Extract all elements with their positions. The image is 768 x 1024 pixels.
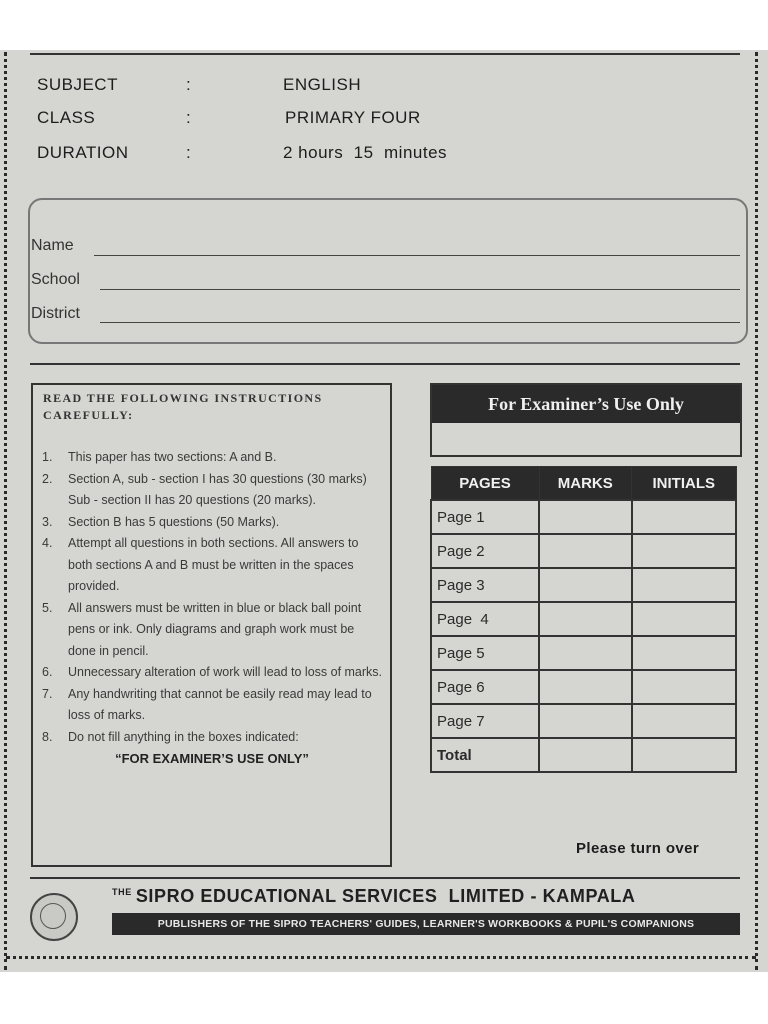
district-label: District bbox=[31, 305, 80, 322]
marks-cell[interactable] bbox=[539, 738, 632, 772]
name-label: Name bbox=[31, 237, 74, 254]
section-divider bbox=[30, 363, 740, 365]
marks-cell[interactable] bbox=[539, 704, 632, 738]
page-cell: Page 1 bbox=[431, 500, 539, 534]
initials-cell[interactable] bbox=[632, 636, 736, 670]
examiner-use-quote: “FOR EXAMINER’S USE ONLY” bbox=[115, 751, 309, 766]
marks-cell[interactable] bbox=[539, 500, 632, 534]
instruction-item bbox=[42, 598, 382, 663]
instruction-item bbox=[42, 662, 382, 684]
publisher-name bbox=[112, 886, 636, 907]
marks-cell[interactable] bbox=[539, 602, 632, 636]
marks-cell[interactable] bbox=[539, 534, 632, 568]
district-field[interactable] bbox=[100, 322, 740, 323]
item-number: 3. bbox=[42, 514, 53, 529]
table-row bbox=[431, 738, 736, 772]
dotted-border-left bbox=[4, 52, 7, 970]
item-number: 1. bbox=[42, 450, 53, 464]
publisher-the: THE bbox=[112, 887, 132, 897]
examiner-use-title: For Examiner’s Use Only bbox=[432, 385, 740, 423]
initials-cell[interactable] bbox=[632, 500, 736, 534]
initials-cell[interactable] bbox=[632, 704, 736, 738]
instructions-heading: READ THE FOLLOWING INSTRUCTIONS CAREFULLY: bbox=[43, 391, 323, 422]
subject-label: SUBJECT bbox=[37, 75, 118, 94]
name-field[interactable] bbox=[94, 255, 740, 256]
initials-cell[interactable] bbox=[632, 670, 736, 704]
item-number: 5. bbox=[42, 600, 53, 615]
initials-cell[interactable] bbox=[632, 568, 736, 602]
class-value: PRIMARY FOUR bbox=[285, 108, 421, 127]
item-text: This paper has two sections: A and B. bbox=[68, 450, 277, 464]
page-cell: Page 7 bbox=[431, 704, 539, 738]
table-row bbox=[431, 500, 736, 534]
class-colon: : bbox=[186, 108, 192, 127]
page-cell: Page 2 bbox=[431, 534, 539, 568]
dotted-border-bottom bbox=[6, 956, 756, 959]
item-number: 8. bbox=[42, 729, 53, 744]
instruction-item bbox=[42, 447, 382, 469]
initials-cell[interactable] bbox=[632, 534, 736, 568]
instruction-item bbox=[42, 727, 382, 749]
item-text: All answers must be written in blue or black ball point pens or ink. Only diagrams and graph work must be done in pencil. bbox=[68, 600, 362, 658]
examiner-use-box bbox=[430, 383, 742, 457]
initials-cell[interactable] bbox=[632, 602, 736, 636]
duration-colon: : bbox=[186, 143, 192, 162]
col-pages: PAGES bbox=[431, 467, 539, 501]
marks-cell[interactable] bbox=[539, 568, 632, 602]
please-turn-over: Please turn over bbox=[576, 840, 700, 857]
duration-value: 2 hours 15 minutes bbox=[283, 143, 448, 162]
initials-cell[interactable] bbox=[632, 738, 736, 772]
marks-table bbox=[430, 466, 737, 773]
table-row bbox=[431, 534, 736, 568]
marks-cell[interactable] bbox=[539, 670, 632, 704]
marks-cell[interactable] bbox=[539, 636, 632, 670]
instruction-item bbox=[42, 684, 382, 727]
subject-value: ENGLISH bbox=[283, 75, 362, 94]
table-row bbox=[431, 602, 736, 636]
item-text: Section B has 5 questions (50 Marks). bbox=[68, 514, 280, 529]
instructions-list bbox=[42, 447, 382, 770]
page-cell: Page 4 bbox=[431, 602, 539, 636]
class-label: CLASS bbox=[37, 108, 96, 127]
instructions-box bbox=[31, 383, 392, 867]
item-text: Do not fill anything in the boxes indicated: bbox=[68, 729, 299, 744]
instruction-item bbox=[42, 469, 382, 512]
publisher-name-text: SIPRO EDUCATIONAL SERVICES LIMITED - KAMPALA bbox=[135, 886, 636, 906]
school-field[interactable] bbox=[100, 289, 740, 290]
publisher-logo-icon bbox=[30, 893, 78, 941]
item-text: Attempt all questions in both sections. All answers to both sections A and B must be written in the spaces provided. bbox=[68, 536, 359, 593]
col-marks: MARKS bbox=[539, 467, 632, 501]
total-cell: Total bbox=[431, 738, 539, 772]
item-number: 4. bbox=[42, 536, 53, 550]
col-initials: INITIALS bbox=[632, 467, 736, 501]
table-row bbox=[431, 670, 736, 704]
instruction-item bbox=[42, 533, 382, 598]
duration-label: DURATION bbox=[37, 143, 129, 162]
item-text: Unnecessary alteration of work will lead to loss of marks. bbox=[68, 665, 383, 679]
table-row bbox=[431, 704, 736, 738]
instruction-item bbox=[42, 512, 382, 534]
top-rule bbox=[30, 53, 740, 55]
page-cell: Page 6 bbox=[431, 670, 539, 704]
item-number: 6. bbox=[42, 665, 53, 679]
table-row bbox=[431, 636, 736, 670]
dotted-border-right bbox=[755, 52, 758, 970]
page-cell: Page 5 bbox=[431, 636, 539, 670]
marks-table-header bbox=[431, 467, 736, 501]
page-cell: Page 3 bbox=[431, 568, 539, 602]
footer-rule bbox=[30, 877, 740, 879]
item-text: Any handwriting that cannot be easily read may lead to loss of marks. bbox=[68, 686, 372, 722]
school-label: School bbox=[31, 271, 80, 288]
subject-colon: : bbox=[186, 75, 192, 94]
publisher-tagline: PUBLISHERS OF THE SIPRO TEACHERS' GUIDES, LEARNER'S WORKBOOKS & PUPIL'S COMPANIONS bbox=[112, 913, 740, 935]
item-number: 7. bbox=[42, 686, 53, 701]
item-text: Section A, sub - section I has 30 questions (30 marks) Sub - section II has 20 questions (20 marks). bbox=[68, 471, 367, 507]
item-number: 2. bbox=[42, 471, 53, 486]
table-row bbox=[431, 568, 736, 602]
